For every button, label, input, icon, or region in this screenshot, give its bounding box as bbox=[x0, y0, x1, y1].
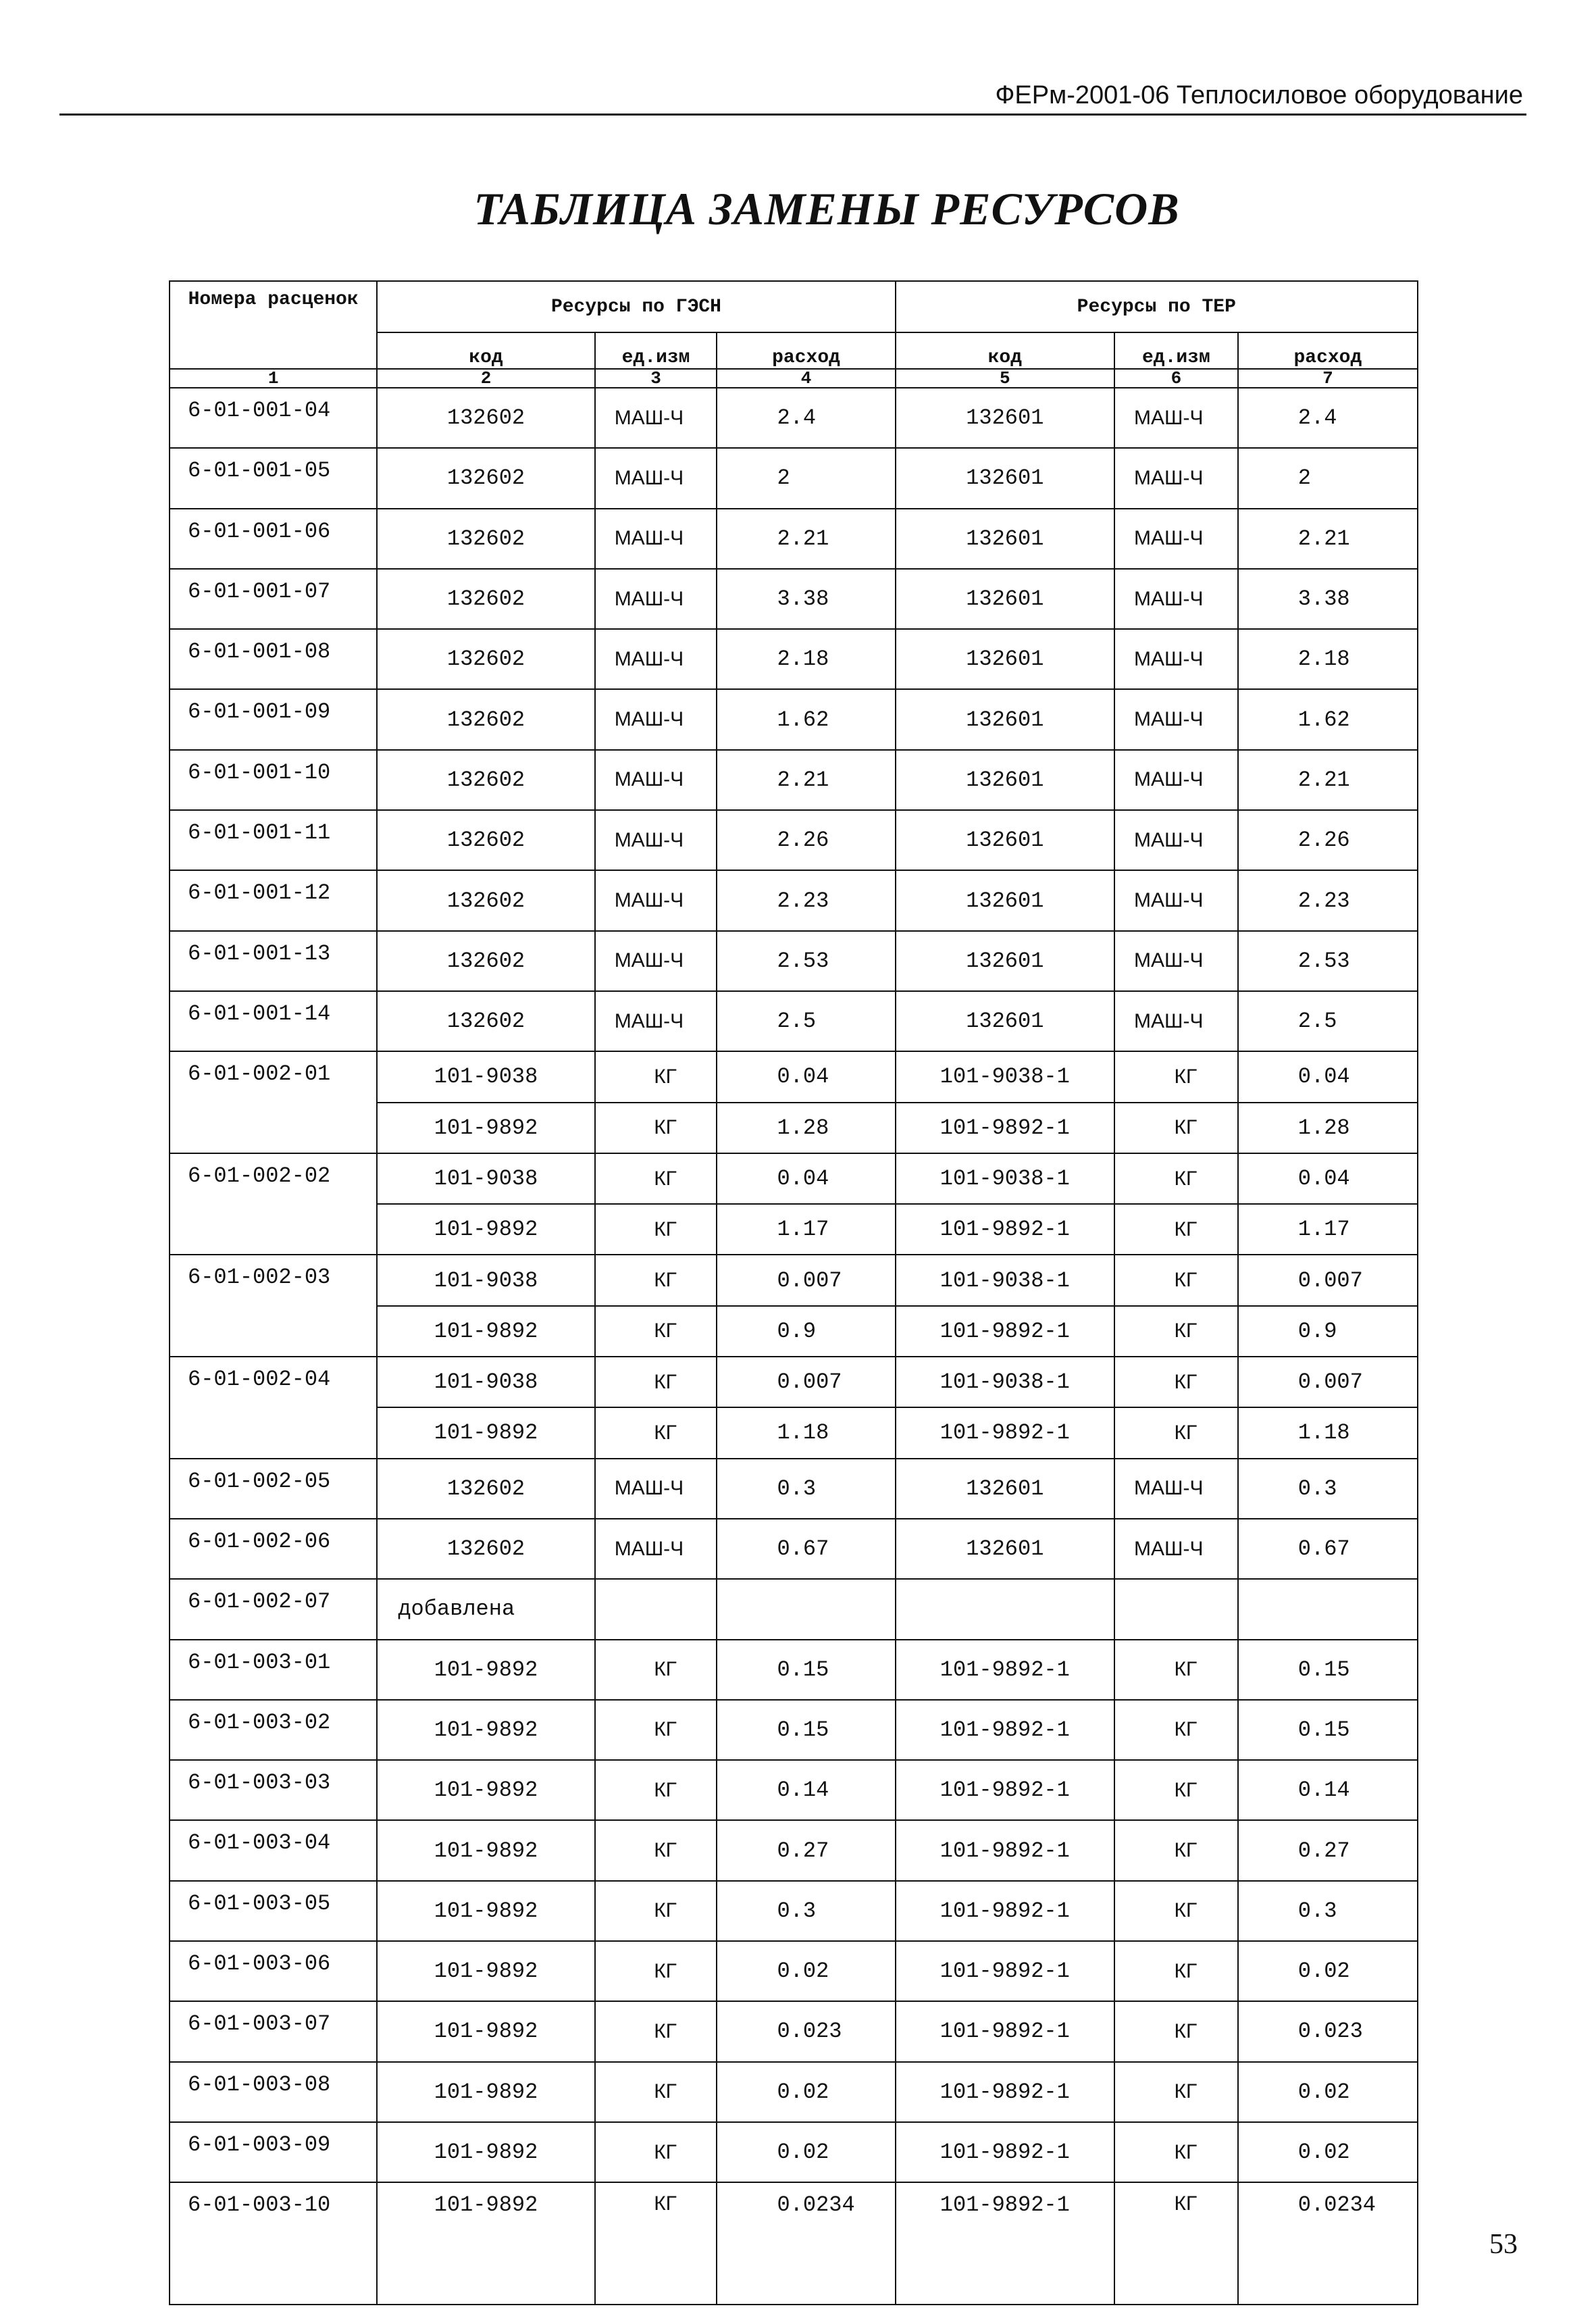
gesn-consumption-cell: 0.02 bbox=[717, 2122, 895, 2182]
gesn-code-cell: 132602 bbox=[377, 388, 594, 448]
gesn-unit-cell: МАШ-Ч bbox=[595, 1519, 717, 1579]
ter-consumption-cell: 0.04 bbox=[1238, 1051, 1418, 1102]
rate-code-cell: 6-01-003-02 bbox=[170, 1700, 377, 1760]
ter-code-cell bbox=[896, 1579, 1114, 1639]
gesn-code-cell: 101-9892 bbox=[377, 1306, 594, 1357]
gesn-unit-cell: МАШ-Ч bbox=[595, 509, 717, 569]
gesn-unit-cell: КГ bbox=[595, 1640, 717, 1700]
ter-code-cell: 132601 bbox=[896, 1459, 1114, 1519]
rate-code-cell: 6-01-001-13 bbox=[170, 931, 377, 991]
ter-unit-cell: МАШ-Ч bbox=[1114, 448, 1238, 508]
gesn-code-cell: 132602 bbox=[377, 1519, 594, 1579]
gesn-consumption-cell: 0.023 bbox=[717, 2001, 895, 2061]
table-row bbox=[170, 1153, 1418, 1204]
table-row bbox=[170, 1459, 1418, 1519]
gesn-unit-cell: МАШ-Ч bbox=[595, 931, 717, 991]
gesn-consumption-cell bbox=[717, 1579, 895, 1639]
gesn-code-cell: 101-9892 bbox=[377, 2001, 594, 2061]
ter-unit-cell: МАШ-Ч bbox=[1114, 931, 1238, 991]
resource-replacement-table bbox=[169, 280, 1418, 2305]
gesn-code-cell: 101-9038 bbox=[377, 1357, 594, 1407]
gesn-code-cell: 132602 bbox=[377, 1459, 594, 1519]
sub-header: расход bbox=[1238, 332, 1418, 369]
gesn-consumption-cell: 0.02 bbox=[717, 2062, 895, 2122]
ter-unit-cell: КГ bbox=[1114, 1700, 1238, 1760]
gesn-code-cell: 132602 bbox=[377, 931, 594, 991]
ter-code-cell: 101-9892-1 bbox=[896, 1204, 1114, 1255]
gesn-consumption-cell: 2.21 bbox=[717, 509, 895, 569]
ter-unit-cell: КГ bbox=[1114, 1820, 1238, 1880]
ter-unit-cell: МАШ-Ч bbox=[1114, 1519, 1238, 1579]
gesn-consumption-cell: 0.9 bbox=[717, 1306, 895, 1357]
ter-unit-cell: КГ bbox=[1114, 1640, 1238, 1700]
page-number: 53 bbox=[1489, 2229, 1518, 2260]
column-number: 6 bbox=[1114, 369, 1238, 388]
ter-unit-cell: КГ bbox=[1114, 1941, 1238, 2001]
table-row bbox=[170, 2182, 1418, 2305]
ter-consumption-cell: 0.9 bbox=[1238, 1306, 1418, 1357]
table-row bbox=[170, 810, 1418, 870]
ter-code-cell: 101-9892-1 bbox=[896, 2122, 1114, 2182]
ter-consumption-cell: 2.18 bbox=[1238, 629, 1418, 689]
ter-unit-cell: МАШ-Ч bbox=[1114, 569, 1238, 629]
gesn-unit-cell bbox=[595, 1579, 717, 1639]
rate-code-cell: 6-01-001-09 bbox=[170, 689, 377, 749]
gesn-code-cell: 101-9892 bbox=[377, 1204, 594, 1255]
rate-code-cell: 6-01-002-02 bbox=[170, 1153, 377, 1255]
ter-unit-cell bbox=[1114, 1579, 1238, 1639]
gesn-consumption-cell: 0.14 bbox=[717, 1760, 895, 1820]
rate-code-cell: 6-01-003-10 bbox=[170, 2182, 377, 2305]
ter-code-cell: 132601 bbox=[896, 388, 1114, 448]
ter-consumption-cell: 3.38 bbox=[1238, 569, 1418, 629]
gesn-unit-cell: КГ bbox=[595, 1051, 717, 1102]
ter-consumption-cell: 0.04 bbox=[1238, 1153, 1418, 1204]
gesn-consumption-cell: 0.04 bbox=[717, 1153, 895, 1204]
column-number: 5 bbox=[896, 369, 1114, 388]
gesn-unit-cell: МАШ-Ч bbox=[595, 870, 717, 930]
ter-unit-cell: МАШ-Ч bbox=[1114, 689, 1238, 749]
gesn-code-cell: 101-9892 bbox=[377, 1941, 594, 2001]
gesn-consumption-cell: 2.23 bbox=[717, 870, 895, 930]
gesn-code-cell: 132602 bbox=[377, 810, 594, 870]
gesn-code-cell: 101-9892 bbox=[377, 2122, 594, 2182]
ter-consumption-cell: 0.15 bbox=[1238, 1640, 1418, 1700]
table-row bbox=[170, 1051, 1418, 1102]
gesn-consumption-cell: 3.38 bbox=[717, 569, 895, 629]
gesn-code-cell: 101-9892 bbox=[377, 1700, 594, 1760]
rates-header: Номера расценок bbox=[170, 281, 377, 369]
rate-code-cell: 6-01-002-04 bbox=[170, 1357, 377, 1459]
gesn-unit-cell: КГ bbox=[595, 1700, 717, 1760]
table-row bbox=[170, 2122, 1418, 2182]
ter-consumption-cell: 0.02 bbox=[1238, 2062, 1418, 2122]
ter-unit-cell: КГ bbox=[1114, 2001, 1238, 2061]
gesn-consumption-cell: 1.28 bbox=[717, 1103, 895, 1153]
ter-consumption-cell: 2 bbox=[1238, 448, 1418, 508]
header-rule bbox=[59, 114, 1526, 116]
ter-consumption-cell: 0.007 bbox=[1238, 1255, 1418, 1305]
gesn-unit-cell: МАШ-Ч bbox=[595, 448, 717, 508]
column-number: 3 bbox=[595, 369, 717, 388]
ter-code-cell: 101-9892-1 bbox=[896, 1941, 1114, 2001]
gesn-unit-cell: МАШ-Ч bbox=[595, 569, 717, 629]
gesn-unit-cell: КГ bbox=[595, 1255, 717, 1305]
ter-consumption-cell: 0.67 bbox=[1238, 1519, 1418, 1579]
gesn-unit-cell: МАШ-Ч bbox=[595, 991, 717, 1051]
ter-consumption-cell: 2.21 bbox=[1238, 509, 1418, 569]
sub-header: код bbox=[896, 332, 1114, 369]
gesn-code-cell: 101-9892 bbox=[377, 1103, 594, 1153]
gesn-consumption-cell: 2.53 bbox=[717, 931, 895, 991]
ter-consumption-cell: 0.3 bbox=[1238, 1881, 1418, 1941]
gesn-consumption-cell: 0.15 bbox=[717, 1700, 895, 1760]
ter-consumption-cell: 2.53 bbox=[1238, 931, 1418, 991]
rate-code-cell: 6-01-003-06 bbox=[170, 1941, 377, 2001]
ter-code-cell: 101-9892-1 bbox=[896, 2001, 1114, 2061]
rate-code-cell: 6-01-003-01 bbox=[170, 1640, 377, 1700]
ter-code-cell: 132601 bbox=[896, 870, 1114, 930]
rate-code-cell: 6-01-002-06 bbox=[170, 1519, 377, 1579]
gesn-consumption-cell: 0.007 bbox=[717, 1255, 895, 1305]
ter-unit-cell: МАШ-Ч bbox=[1114, 629, 1238, 689]
gesn-unit-cell: КГ bbox=[595, 1306, 717, 1357]
gesn-code-cell: 132602 bbox=[377, 750, 594, 810]
rate-code-cell: 6-01-003-04 bbox=[170, 1820, 377, 1880]
gesn-code-cell: 132602 bbox=[377, 689, 594, 749]
table-row bbox=[170, 2001, 1418, 2061]
ter-code-cell: 101-9892-1 bbox=[896, 1306, 1114, 1357]
ter-unit-cell: КГ bbox=[1114, 1051, 1238, 1102]
gesn-unit-cell: КГ bbox=[595, 1103, 717, 1153]
ter-consumption-cell: 1.17 bbox=[1238, 1204, 1418, 1255]
ter-code-cell: 132601 bbox=[896, 991, 1114, 1051]
gesn-code-cell: 132602 bbox=[377, 991, 594, 1051]
gesn-unit-cell: МАШ-Ч bbox=[595, 1459, 717, 1519]
gesn-unit-cell: МАШ-Ч bbox=[595, 810, 717, 870]
gesn-consumption-cell: 1.62 bbox=[717, 689, 895, 749]
ter-consumption-cell: 0.02 bbox=[1238, 1941, 1418, 2001]
gesn-unit-cell: КГ bbox=[595, 1760, 717, 1820]
gesn-unit-cell: КГ bbox=[595, 1204, 717, 1255]
ter-consumption-cell: 2.26 bbox=[1238, 810, 1418, 870]
gesn-consumption-cell: 2.21 bbox=[717, 750, 895, 810]
ter-unit-cell: МАШ-Ч bbox=[1114, 509, 1238, 569]
ter-code-cell: 132601 bbox=[896, 569, 1114, 629]
table-row bbox=[170, 689, 1418, 749]
ter-consumption-cell: 1.28 bbox=[1238, 1103, 1418, 1153]
rate-code-cell: 6-01-002-03 bbox=[170, 1255, 377, 1357]
ter-consumption-cell: 1.18 bbox=[1238, 1407, 1418, 1458]
group-header-row bbox=[170, 281, 1418, 332]
table-body bbox=[170, 388, 1418, 2305]
ter-unit-cell: МАШ-Ч bbox=[1114, 810, 1238, 870]
table-row bbox=[170, 1820, 1418, 1880]
gesn-consumption-cell: 0.3 bbox=[717, 1459, 895, 1519]
table-row bbox=[170, 1579, 1418, 1639]
ter-consumption-cell: 0.14 bbox=[1238, 1760, 1418, 1820]
gesn-code-cell: 101-9892 bbox=[377, 1640, 594, 1700]
ter-consumption-cell: 0.023 bbox=[1238, 2001, 1418, 2061]
ter-code-cell: 132601 bbox=[896, 629, 1114, 689]
ter-code-cell: 132601 bbox=[896, 509, 1114, 569]
gesn-code-cell: 101-9892 bbox=[377, 1881, 594, 1941]
table-row bbox=[170, 1760, 1418, 1820]
ter-code-cell: 101-9892-1 bbox=[896, 1760, 1114, 1820]
table-row bbox=[170, 870, 1418, 930]
gesn-consumption-cell: 2.5 bbox=[717, 991, 895, 1051]
gesn-code-cell: 101-9892 bbox=[377, 2062, 594, 2122]
gesn-unit-cell: КГ bbox=[595, 1407, 717, 1458]
ter-code-cell: 132601 bbox=[896, 448, 1114, 508]
gesn-consumption-cell: 1.18 bbox=[717, 1407, 895, 1458]
gesn-unit-cell: КГ bbox=[595, 1357, 717, 1407]
sub-header: расход bbox=[717, 332, 895, 369]
sub-header: код bbox=[377, 332, 594, 369]
gesn-unit-cell: КГ bbox=[595, 1820, 717, 1880]
rate-code-cell: 6-01-003-03 bbox=[170, 1760, 377, 1820]
gesn-code-cell: 101-9892 bbox=[377, 1407, 594, 1458]
gesn-unit-cell: КГ bbox=[595, 2062, 717, 2122]
gesn-consumption-cell: 0.15 bbox=[717, 1640, 895, 1700]
rate-code-cell: 6-01-001-05 bbox=[170, 448, 377, 508]
ter-consumption-cell: 0.15 bbox=[1238, 1700, 1418, 1760]
gesn-unit-cell: МАШ-Ч bbox=[595, 388, 717, 448]
gesn-consumption-cell: 0.04 bbox=[717, 1051, 895, 1102]
column-number: 4 bbox=[717, 369, 895, 388]
ter-consumption-cell: 0.007 bbox=[1238, 1357, 1418, 1407]
ter-code-cell: 132601 bbox=[896, 931, 1114, 991]
gesn-unit-cell: КГ bbox=[595, 2001, 717, 2061]
ter-code-cell: 101-9892-1 bbox=[896, 1820, 1114, 1880]
gesn-consumption-cell: 0.27 bbox=[717, 1820, 895, 1880]
table-row bbox=[170, 2062, 1418, 2122]
ter-consumption-cell: 0.3 bbox=[1238, 1459, 1418, 1519]
gesn-consumption-cell: 0.02 bbox=[717, 1941, 895, 2001]
gesn-consumption-cell: 0.0234 bbox=[717, 2182, 895, 2305]
gesn-unit-cell: КГ bbox=[595, 2122, 717, 2182]
ter-unit-cell: МАШ-Ч bbox=[1114, 388, 1238, 448]
rate-code-cell: 6-01-003-08 bbox=[170, 2062, 377, 2122]
table-row bbox=[170, 569, 1418, 629]
gesn-consumption-cell: 1.17 bbox=[717, 1204, 895, 1255]
ter-code-cell: 101-9892-1 bbox=[896, 1407, 1114, 1458]
ter-unit-cell: КГ bbox=[1114, 1153, 1238, 1204]
gesn-unit-cell: КГ bbox=[595, 1941, 717, 2001]
ter-unit-cell: КГ bbox=[1114, 1881, 1238, 1941]
column-number: 2 bbox=[377, 369, 594, 388]
table-row bbox=[170, 750, 1418, 810]
ter-code-cell: 132601 bbox=[896, 810, 1114, 870]
gesn-consumption-cell: 2.26 bbox=[717, 810, 895, 870]
table-row bbox=[170, 1519, 1418, 1579]
ter-consumption-cell: 2.4 bbox=[1238, 388, 1418, 448]
rate-code-cell: 6-01-001-10 bbox=[170, 750, 377, 810]
gesn-code-cell: 101-9038 bbox=[377, 1255, 594, 1305]
table-row bbox=[170, 1255, 1418, 1305]
table-row bbox=[170, 509, 1418, 569]
running-header: ФЕРм-2001-06 Теплосиловое оборудование bbox=[995, 81, 1523, 109]
ter-unit-cell: КГ bbox=[1114, 1306, 1238, 1357]
ter-consumption-cell: 0.02 bbox=[1238, 2122, 1418, 2182]
ter-code-cell: 132601 bbox=[896, 689, 1114, 749]
gesn-code-cell: 132602 bbox=[377, 509, 594, 569]
ter-consumption-cell: 2.5 bbox=[1238, 991, 1418, 1051]
rate-code-cell: 6-01-003-09 bbox=[170, 2122, 377, 2182]
table-row bbox=[170, 388, 1418, 448]
gesn-code-cell: 101-9038 bbox=[377, 1153, 594, 1204]
rate-code-cell: 6-01-002-01 bbox=[170, 1051, 377, 1153]
rate-code-cell: 6-01-002-07 bbox=[170, 1579, 377, 1639]
table-row bbox=[170, 991, 1418, 1051]
gesn-unit-cell: МАШ-Ч bbox=[595, 689, 717, 749]
ter-code-cell: 101-9892-1 bbox=[896, 1640, 1114, 1700]
table-row bbox=[170, 1357, 1418, 1407]
gesn-code-cell: 101-9892 bbox=[377, 1820, 594, 1880]
ter-unit-cell: КГ bbox=[1114, 1103, 1238, 1153]
rate-code-cell: 6-01-003-07 bbox=[170, 2001, 377, 2061]
gesn-consumption-cell: 2.18 bbox=[717, 629, 895, 689]
table-row bbox=[170, 629, 1418, 689]
ter-unit-cell: КГ bbox=[1114, 1760, 1238, 1820]
ter-unit-cell: МАШ-Ч bbox=[1114, 991, 1238, 1051]
gesn-unit-cell: МАШ-Ч bbox=[595, 750, 717, 810]
rate-code-cell: 6-01-002-05 bbox=[170, 1459, 377, 1519]
ter-code-cell: 132601 bbox=[896, 750, 1114, 810]
ter-code-cell: 101-9038-1 bbox=[896, 1153, 1114, 1204]
ter-unit-cell: МАШ-Ч bbox=[1114, 870, 1238, 930]
gesn-consumption-cell: 0.007 bbox=[717, 1357, 895, 1407]
table-row bbox=[170, 1700, 1418, 1760]
ter-code-cell: 101-9892-1 bbox=[896, 1881, 1114, 1941]
ter-unit-cell: КГ bbox=[1114, 2062, 1238, 2122]
ter-consumption-cell bbox=[1238, 1579, 1418, 1639]
rate-code-cell: 6-01-001-12 bbox=[170, 870, 377, 930]
gesn-code-cell: добавлена bbox=[377, 1579, 594, 1639]
column-number-row bbox=[170, 369, 1418, 388]
ter-code-cell: 101-9892-1 bbox=[896, 1103, 1114, 1153]
table-row bbox=[170, 931, 1418, 991]
ter-consumption-cell: 2.23 bbox=[1238, 870, 1418, 930]
gesn-unit-cell: КГ bbox=[595, 1153, 717, 1204]
gesn-consumption-cell: 0.3 bbox=[717, 1881, 895, 1941]
ter-unit-cell: МАШ-Ч bbox=[1114, 1459, 1238, 1519]
ter-code-cell: 101-9038-1 bbox=[896, 1051, 1114, 1102]
gesn-code-cell: 132602 bbox=[377, 870, 594, 930]
ter-consumption-cell: 2.21 bbox=[1238, 750, 1418, 810]
ter-unit-cell: КГ bbox=[1114, 1407, 1238, 1458]
rate-code-cell: 6-01-001-08 bbox=[170, 629, 377, 689]
gesn-consumption-cell: 2 bbox=[717, 448, 895, 508]
table-row bbox=[170, 1640, 1418, 1700]
ter-header: Ресурсы по ТЕР bbox=[896, 281, 1418, 332]
ter-unit-cell: КГ bbox=[1114, 1255, 1238, 1305]
table-row bbox=[170, 1941, 1418, 2001]
ter-unit-cell: КГ bbox=[1114, 1357, 1238, 1407]
ter-code-cell: 101-9038-1 bbox=[896, 1255, 1114, 1305]
ter-consumption-cell: 1.62 bbox=[1238, 689, 1418, 749]
rate-code-cell: 6-01-001-14 bbox=[170, 991, 377, 1051]
rate-code-cell: 6-01-003-05 bbox=[170, 1881, 377, 1941]
ter-unit-cell: МАШ-Ч bbox=[1114, 750, 1238, 810]
ter-unit-cell: КГ bbox=[1114, 2122, 1238, 2182]
ter-code-cell: 101-9892-1 bbox=[896, 2062, 1114, 2122]
table-row bbox=[170, 1881, 1418, 1941]
gesn-consumption-cell: 0.67 bbox=[717, 1519, 895, 1579]
sub-header: ед.изм bbox=[1114, 332, 1238, 369]
gesn-code-cell: 132602 bbox=[377, 569, 594, 629]
document-title: ТАБЛИЦА ЗАМЕНЫ РЕСУРСОВ bbox=[473, 183, 1180, 234]
rate-code-cell: 6-01-001-07 bbox=[170, 569, 377, 629]
ter-unit-cell: КГ bbox=[1114, 2182, 1238, 2305]
ter-consumption-cell: 0.0234 bbox=[1238, 2182, 1418, 2305]
gesn-code-cell: 101-9892 bbox=[377, 2182, 594, 2305]
rate-code-cell: 6-01-001-04 bbox=[170, 388, 377, 448]
rate-code-cell: 6-01-001-06 bbox=[170, 509, 377, 569]
column-number: 1 bbox=[170, 369, 377, 388]
rate-code-cell: 6-01-001-11 bbox=[170, 810, 377, 870]
gesn-unit-cell: МАШ-Ч bbox=[595, 629, 717, 689]
gesn-consumption-cell: 2.4 bbox=[717, 388, 895, 448]
ter-code-cell: 101-9892-1 bbox=[896, 1700, 1114, 1760]
ter-consumption-cell: 0.27 bbox=[1238, 1820, 1418, 1880]
ter-unit-cell: КГ bbox=[1114, 1204, 1238, 1255]
ter-code-cell: 101-9892-1 bbox=[896, 2182, 1114, 2305]
gesn-unit-cell: КГ bbox=[595, 2182, 717, 2305]
sub-header: ед.изм bbox=[595, 332, 717, 369]
gesn-code-cell: 101-9892 bbox=[377, 1760, 594, 1820]
ter-code-cell: 101-9038-1 bbox=[896, 1357, 1114, 1407]
gesn-unit-cell: КГ bbox=[595, 1881, 717, 1941]
ter-code-cell: 132601 bbox=[896, 1519, 1114, 1579]
gesn-code-cell: 132602 bbox=[377, 629, 594, 689]
gesn-header: Ресурсы по ГЭСН bbox=[377, 281, 895, 332]
column-number: 7 bbox=[1238, 369, 1418, 388]
table-row bbox=[170, 448, 1418, 508]
gesn-code-cell: 101-9038 bbox=[377, 1051, 594, 1102]
gesn-code-cell: 132602 bbox=[377, 448, 594, 508]
